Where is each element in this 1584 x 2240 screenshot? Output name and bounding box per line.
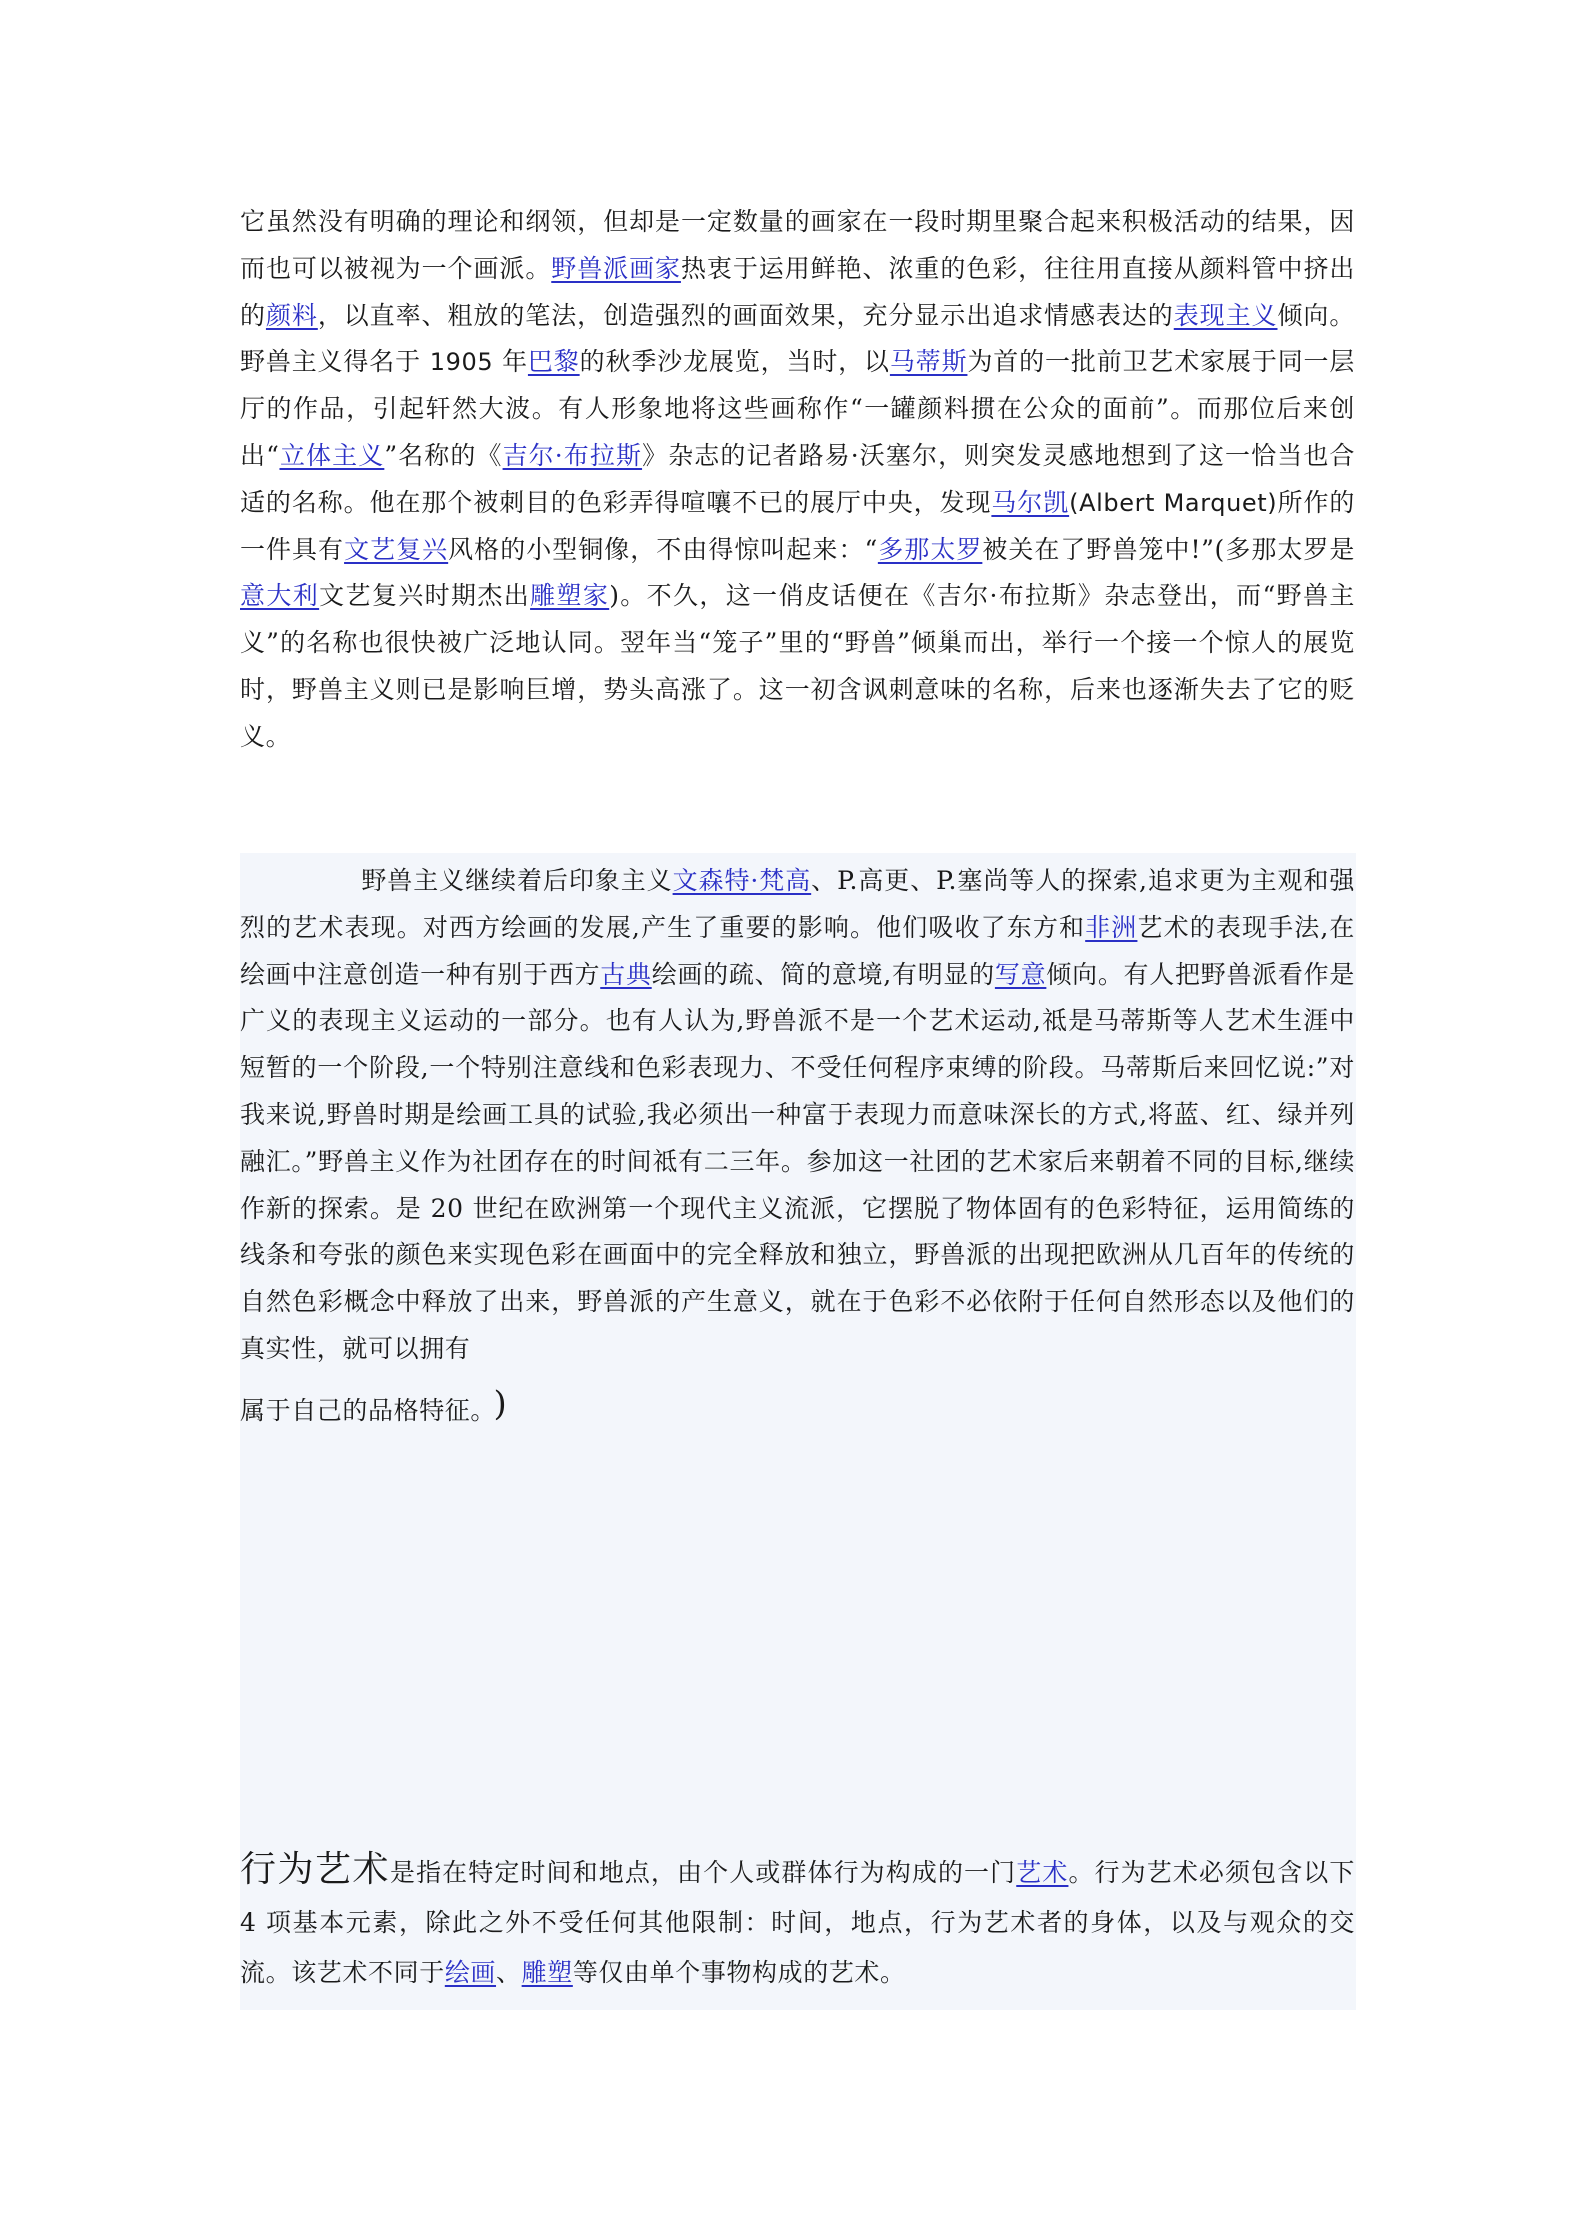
text-run: 风格的小型铜像，不由得惊叫起来：“ — [448, 534, 878, 564]
link-sculpture[interactable]: 雕塑 — [521, 1958, 573, 1987]
text-run: 年 — [493, 347, 528, 377]
link-africa[interactable]: 非洲 — [1085, 912, 1138, 942]
text-run: 为首的一批前卫艺术家展于同一层厅的作品，引起轩然大波。有人形象地将这些画称作“一罐颜料掼在公众的面前”。而那位后来创出“ — [240, 347, 1355, 470]
text-run: 等仅由单个事物构成的艺术。 — [572, 1958, 906, 1987]
term-performance-art: 行为艺术 — [240, 1849, 390, 1890]
text-run: 倾向。野兽主义得名于 — [240, 300, 1355, 377]
text-run: 所作的一件具有 — [240, 487, 1355, 564]
year-text: 1905 — [429, 348, 494, 377]
paragraph-performance-art — [240, 1845, 1355, 1998]
text-run: ，以直率、粗放的笔法，创造强烈的画面效果，充分显示出追求情感表达的 — [317, 300, 1174, 330]
text-run: 属于自己的品格特征。 — [240, 1395, 484, 1425]
text-run: 、P.高更、P.塞尚等人的探索,追求更为主观和强烈的艺术表现。对西方绘画的发展,产生了重要的影响。他们吸收了东方和 — [240, 866, 1355, 942]
text-run: 倾向。有人把野兽派看作是广义的表现主义运动的一部分。也有人认为,野兽派不是一个艺术运动,祗是马蒂斯等人艺术生涯中短暂的一个阶段,一个特别注意线和色彩表现力、不受任何程序束缚的阶段。马蒂斯后来回忆说:”对我来说,野兽时期是绘画工具的试验,我必须出一种富于表现力而意味深长的方式,将蓝、红、绿并列融汇。”野兽主义作为社团存在的时间祗有二三年。参加这一社团的艺术家后来朝着不同的目标,继续作新的探索。是 20 世纪在欧洲第一个现代主义流派，它摆脱了物体固有的色彩特征，运用简练的线条和夸张的颜色来实现色彩在画面中的完全释放和独立，野兽派的出现把欧洲从几百年的传统的自然色彩概念中释放了出来，野兽派的产生意义，就在于色彩不必依附于任何自然形态以及他们的真实性，就可以拥有 — [240, 959, 1355, 1363]
text-run: 绘画的疏、简的意境,有明显的 — [651, 959, 995, 989]
link-freehand[interactable]: 写意 — [994, 959, 1047, 989]
text-run: 被关在了野兽笼中!”(多那太罗是 — [982, 534, 1355, 564]
link-gil-blas[interactable]: 吉尔·布拉斯 — [502, 440, 643, 470]
link-renaissance[interactable]: 文艺复兴 — [344, 534, 449, 564]
link-expressionism[interactable]: 表现主义 — [1173, 300, 1278, 330]
paragraph-fauvism-influence — [240, 858, 1355, 1435]
text-run: 野兽主义继续着后印象主义 — [361, 866, 673, 895]
closing-parenthesis: ) — [493, 1383, 508, 1424]
link-classical[interactable]: 古典 — [600, 959, 652, 989]
text-run: )。不久，这一俏皮话便在《吉尔·布拉斯》杂志登出，而“野兽主义”的名称也很快被广泛地认同。翌年当“笼子”里的“野兽”倾巢而出，举行一个接一个惊人的展览时，野兽主义则已是影响巨增，势头高涨了。这一初含讽刺意味的名称，后来也逐渐失去了它的贬义。 — [240, 581, 1355, 751]
line-gap — [240, 1373, 1355, 1385]
text-run: 文艺复兴时期杰出 — [319, 581, 531, 611]
latin-name-text: (Albert Marquet) — [1069, 488, 1278, 517]
text-run: 的秋季沙龙展览，当时，以 — [579, 347, 890, 377]
link-matisse[interactable]: 马蒂斯 — [889, 347, 968, 377]
text-run: 是指在特定时间和地点，由个人或群体行为构成的一门 — [389, 1858, 1017, 1887]
text-run: 》杂志的记者路易·沃塞尔，则突发灵感地想到了这一恰当也合适的名称。他在那个被刺目的色彩弄得喧嚷不已的展厅中央，发现 — [240, 440, 1356, 517]
text-run: 热衷于运用鲜艳、浓重的色彩，往往用直接从颜料管中挤出的 — [240, 253, 1355, 330]
text-run: 、 — [496, 1958, 522, 1987]
link-cubism[interactable]: 立体主义 — [279, 440, 385, 470]
link-paint[interactable]: 颜料 — [265, 300, 318, 330]
text-run: 。行为艺术必须包含以下 4 项基本元素，除此之外不受任何其他限制：时间，地点，行为艺术者的身体，以及与观众的交流。该艺术不同于 — [240, 1858, 1355, 1987]
link-art[interactable]: 艺术 — [1016, 1858, 1069, 1887]
text-run: 艺术的表现手法,在绘画中注意创造一种有别于西方 — [240, 912, 1356, 989]
text-run: ”名称的《 — [384, 440, 503, 470]
paragraph-fauvism-origin — [240, 199, 1355, 761]
link-italy[interactable]: 意大利 — [240, 581, 320, 611]
link-paris[interactable]: 巴黎 — [527, 347, 580, 377]
link-painting[interactable]: 绘画 — [444, 1958, 497, 1987]
link-marquet[interactable]: 马尔凯 — [991, 487, 1070, 517]
link-sculptor[interactable]: 雕塑家 — [530, 581, 610, 611]
link-fauvist-painters[interactable]: 野兽派画家 — [551, 253, 681, 283]
link-donatello[interactable]: 多那太罗 — [877, 534, 983, 564]
link-van-gogh[interactable]: 文森特·梵高 — [672, 866, 812, 895]
text-run: 它虽然没有明确的理论和纲领，但却是一定数量的画家在一段时期里聚合起来积极活动的结果，因而也可以被视为一个画派。 — [240, 207, 1355, 283]
